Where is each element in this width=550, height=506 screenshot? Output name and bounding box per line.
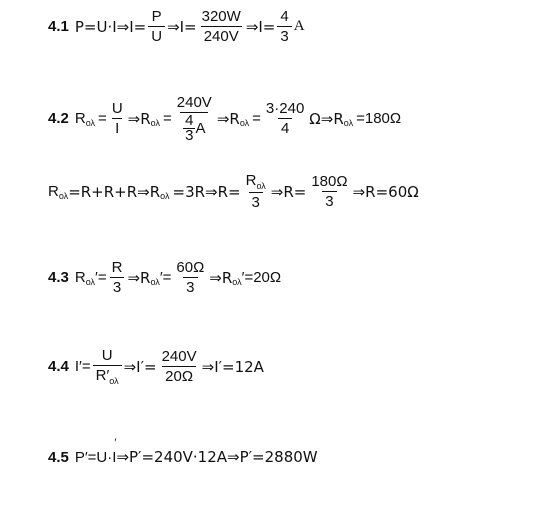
subscript: ολ <box>232 276 242 287</box>
denominator: 20Ω <box>162 366 196 385</box>
fraction-60-over-3 <box>173 259 207 296</box>
equation-series-resistance <box>48 172 419 211</box>
complex-fraction <box>174 94 215 143</box>
numerator: U <box>111 100 123 117</box>
inner-fraction <box>183 114 195 143</box>
expr: ⇒I= <box>245 17 276 36</box>
equation-4-5 <box>48 436 318 466</box>
expr-part: P′=U·I <box>74 448 117 466</box>
denominator: 240V <box>201 26 242 45</box>
fraction-180-over-3 <box>308 173 350 210</box>
expr: ⇒R <box>209 268 233 287</box>
numerator: 240V <box>161 348 197 365</box>
denominator: 3 <box>185 127 194 144</box>
expr: =180Ω <box>356 110 402 127</box>
r-symbol: R <box>74 110 86 127</box>
denominator: 4 <box>278 118 292 137</box>
denominator <box>180 112 208 143</box>
item-number: 4.1 <box>48 18 69 35</box>
denominator: 3 <box>183 277 197 296</box>
expr: =3R⇒R= <box>172 182 241 201</box>
subscript: ολ <box>109 376 119 386</box>
numerator: P <box>151 8 162 25</box>
numerator: 180Ω <box>311 173 348 190</box>
subscript: ολ <box>256 181 266 191</box>
expr: ′= <box>159 269 172 286</box>
equation-4-1 <box>48 8 305 45</box>
expr: P=U·I⇒I= <box>74 17 147 36</box>
expr: ⇒R= <box>270 182 307 201</box>
equals: = <box>252 110 261 127</box>
fraction-p-over-u <box>148 8 165 45</box>
expr: =R+R+R⇒R <box>68 182 161 201</box>
numerator: U <box>101 347 113 364</box>
expr: ⇒R <box>216 109 240 128</box>
r-symbol: R <box>48 183 59 200</box>
item-number: 4.3 <box>48 269 69 286</box>
numerator <box>243 172 269 192</box>
expr: ′=20Ω <box>241 269 282 286</box>
fraction-u-over-i <box>109 100 126 137</box>
expr: ⇒I= <box>167 17 197 36</box>
fraction-r-over-3 <box>243 172 269 211</box>
denominator: 3 <box>249 192 263 211</box>
equation-4-2 <box>48 94 401 143</box>
expr: Ω⇒R <box>309 109 344 128</box>
fraction-product <box>263 100 307 137</box>
unit: A <box>195 120 206 137</box>
subscript: ολ <box>150 117 160 128</box>
fraction-result <box>277 8 291 45</box>
subscript: ολ <box>85 117 96 128</box>
numerator: 3·240 <box>265 100 305 117</box>
subscript: ολ <box>160 190 170 201</box>
item-number: 4.2 <box>48 110 69 127</box>
equation-4-3 <box>48 259 281 296</box>
unit: A <box>293 18 305 34</box>
numerator: 4 <box>280 8 289 25</box>
numerator: 240V <box>176 94 212 111</box>
denominator: U <box>148 26 165 45</box>
numerator: 320W <box>201 8 241 25</box>
fraction-240-over-20 <box>159 348 200 385</box>
expr: ⇒R <box>127 268 151 287</box>
item-number: 4.5 <box>48 448 69 466</box>
denominator: 3 <box>322 191 336 210</box>
fraction-r-over-3 <box>109 259 126 296</box>
fraction-u-over-r <box>93 347 122 386</box>
expr: I′= <box>74 358 91 375</box>
expr: ⇒P′=240V·12A⇒P′=2880W <box>116 448 318 466</box>
equals: = <box>98 110 107 127</box>
expr: ⇒I′= <box>123 357 157 376</box>
subscript: ολ <box>150 276 160 287</box>
numerator: 60Ω <box>176 259 205 276</box>
fraction-power-voltage <box>199 8 244 45</box>
expr: ′= <box>95 269 107 286</box>
prime-mark: ′ <box>114 436 117 449</box>
r-symbol: R <box>245 172 257 189</box>
equation-4-4 <box>48 347 264 386</box>
denominator <box>93 365 122 386</box>
numerator: R <box>111 259 123 276</box>
expr <box>74 436 117 466</box>
denominator: 3 <box>110 277 124 296</box>
denominator: 3 <box>277 26 291 45</box>
subscript: ολ <box>343 117 354 128</box>
numerator: 4 <box>185 112 194 129</box>
subscript: ολ <box>239 117 250 128</box>
expr: ⇒R=60Ω <box>352 182 419 201</box>
subscript: ολ <box>85 276 96 287</box>
item-number: 4.4 <box>48 358 69 375</box>
equals: = <box>163 110 172 127</box>
subscript: ολ <box>58 190 69 201</box>
expr: ⇒R <box>127 109 151 128</box>
expr: ⇒I′=12A <box>201 357 264 376</box>
denominator: I <box>112 118 122 137</box>
r-symbol: R <box>74 269 86 286</box>
r-prime: R′ <box>95 367 110 384</box>
